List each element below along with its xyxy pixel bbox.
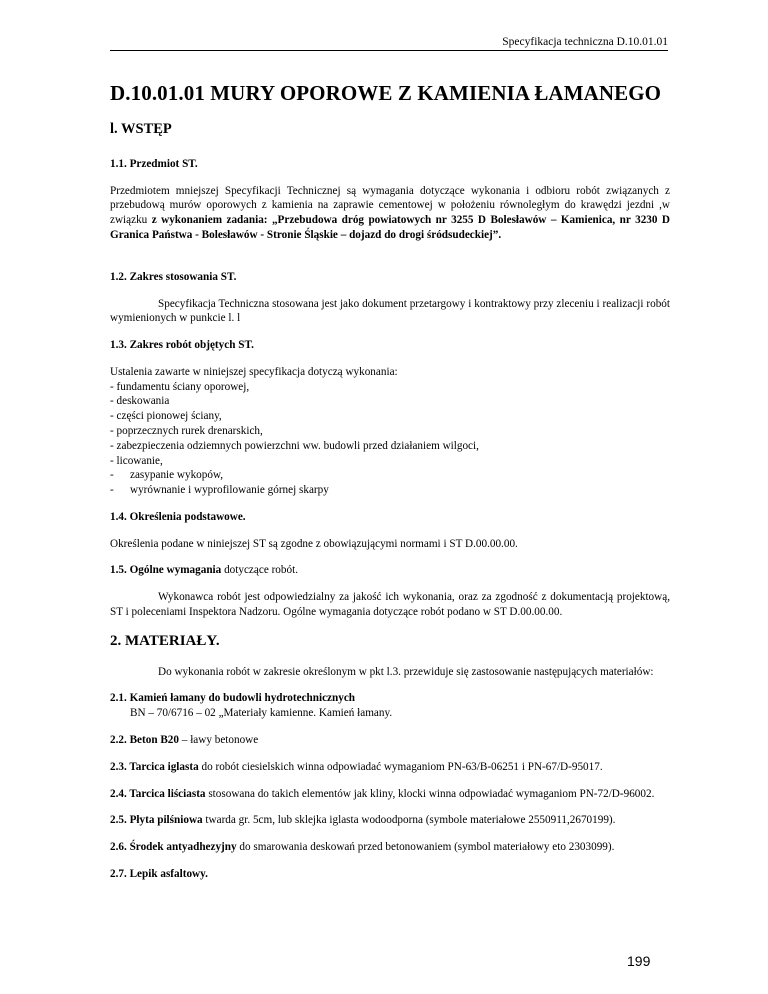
subsection-1-5-heading-bold: 1.5. Ogólne wymagania [110,564,222,577]
subsection-1-3-heading: 1.3. Zakres robót objętych ST. [110,339,254,352]
list-item: - poprzecznych rurek drenarskich, [110,425,263,437]
page-number: 199 [627,953,651,969]
running-header: Specyfikacja techniczna D.10.01.01 [110,36,668,51]
material-2-1-title: 2.1. Kamień łamany do budowli hydrotechnicznych [110,692,356,705]
list-item: - deskowania [110,395,170,408]
material-2-4-title: 2.4. Tarcica liściasta [110,787,206,800]
list-item: - licowanie, [110,454,163,467]
material-2-6-text: do smarowania deskowań przed betonowaniem (symbol materiałowy eto 2303099). [236,841,615,854]
list-item [110,483,670,498]
document-body [110,80,670,894]
list-item: - fundamentu ściany oporowej, [110,380,250,393]
material-2-1 [110,691,670,721]
list-item: - zabezpieczenia odziemnych powierzchni ww. budowli przed działaniem wilgoci, [110,439,479,452]
section-1-heading: l. WSTĘP [110,120,172,137]
section-2-heading: 2. MATERIAŁY. [110,632,220,649]
subsection-1-4-text: Określenia podane w niniejszej ST są zgodne z obowiązującymi normami i ST D.00.00.00. [110,537,518,550]
material-2-2-text: – ławy betonowe [179,733,259,746]
material-2-7-title: 2.7. Lepik asfaltowy. [110,867,208,880]
list-item: - części pionowej ściany, [110,410,222,423]
scope-list-intro: Ustalenia zawarte w niniejszej specyfikacja dotyczą wykonania: [110,365,398,378]
material-2-2-title: 2.2. Beton B20 [110,733,179,746]
subsection-1-1-heading: 1.1. Przedmiot ST. [110,157,198,170]
subsection-1-4-heading: 1.4. Określenia podstawowe. [110,510,246,523]
subsection-1-1-plain: Przedmiotem mniejszej Specyfikacji Technicznej są wymagania dotyczące wykonania i odbioru robót związanych z przebudową murów oporowych z kamienia na zaprawie cementowej w położeniu równoległym do krawędzi jezdni ,w związku [110,184,670,227]
subsection-1-2-heading: 1.2. Zakres stosowania ST. [110,270,237,283]
list-dash: - [110,484,114,497]
material-2-7 [110,867,670,882]
material-2-6 [110,840,670,855]
material-2-2 [110,733,670,748]
material-2-5 [110,813,670,828]
subsection-1-5-heading [110,563,670,578]
subsection-1-5-heading-rest: dotyczące robót. [221,564,298,577]
material-2-3 [110,760,670,775]
scope-list [110,365,670,498]
list-item-text: wyrównanie i wyprofilowanie górnej skarpy [130,484,329,497]
subsection-1-2-text: Specyfikacja Techniczna stosowana jest jako dokument przetargowy i kontraktowy przy zleceniu i realizacji robót wymienionych w punkcie l. l [110,297,670,325]
material-2-3-text: do robót ciesielskich winna odpowiadać wymaganiom PN-63/B-06251 i PN-67/D-95017. [198,760,603,773]
material-2-4 [110,787,670,802]
section-2-intro: Do wykonania robót w zakresie określonym w pkt l.3. przewiduje się zastosowanie następujących materiałów: [158,665,654,678]
material-2-6-title: 2.6. Środek antyadhezyjny [110,841,237,854]
subsection-1-1-text [110,184,670,243]
document-title: D.10.01.01 MURY OPOROWE Z KAMIENIA ŁAMANEGO [110,81,662,105]
subsection-1-5-text: Wykonawca robót jest odpowiedzialny za jakość ich wykonania, oraz za zgodność z dokumentacją projektową, ST i poleceniami Inspektora Nadzoru. Ogólne wymagania dotyczące robót podano w ST D.00.00.00. [110,591,670,619]
subsection-1-1-bold: z wykonaniem zadania: „Przebudowa dróg powiatowych nr 3255 D Bolesławów – Kamienica, nr 3230 D Granica Państwa - Bolesławów - Stronie Śląskie – dojazd do drogi śródsudeckiej”. [110,214,670,241]
material-2-5-title: 2.5. Płyta pilśniowa [110,814,203,827]
material-2-5-text: twarda gr. 5cm, lub sklejka iglasta wodoodporna (symbole materiałowe 2550911,2670199). [202,814,616,827]
list-item-text: zasypanie wykopów, [130,469,224,482]
material-2-4-text: stosowana do takich elementów jak kliny, klocki winna odpowiadać wymaganiom PN-72/D-96002. [205,787,655,800]
list-item [110,468,670,483]
material-2-3-title: 2.3. Tarcica iglasta [110,760,199,773]
material-2-1-norm: BN – 70/6716 – 02 „Materiały kamienne. Kamień łamany. [130,707,393,720]
list-dash: - [110,469,114,482]
